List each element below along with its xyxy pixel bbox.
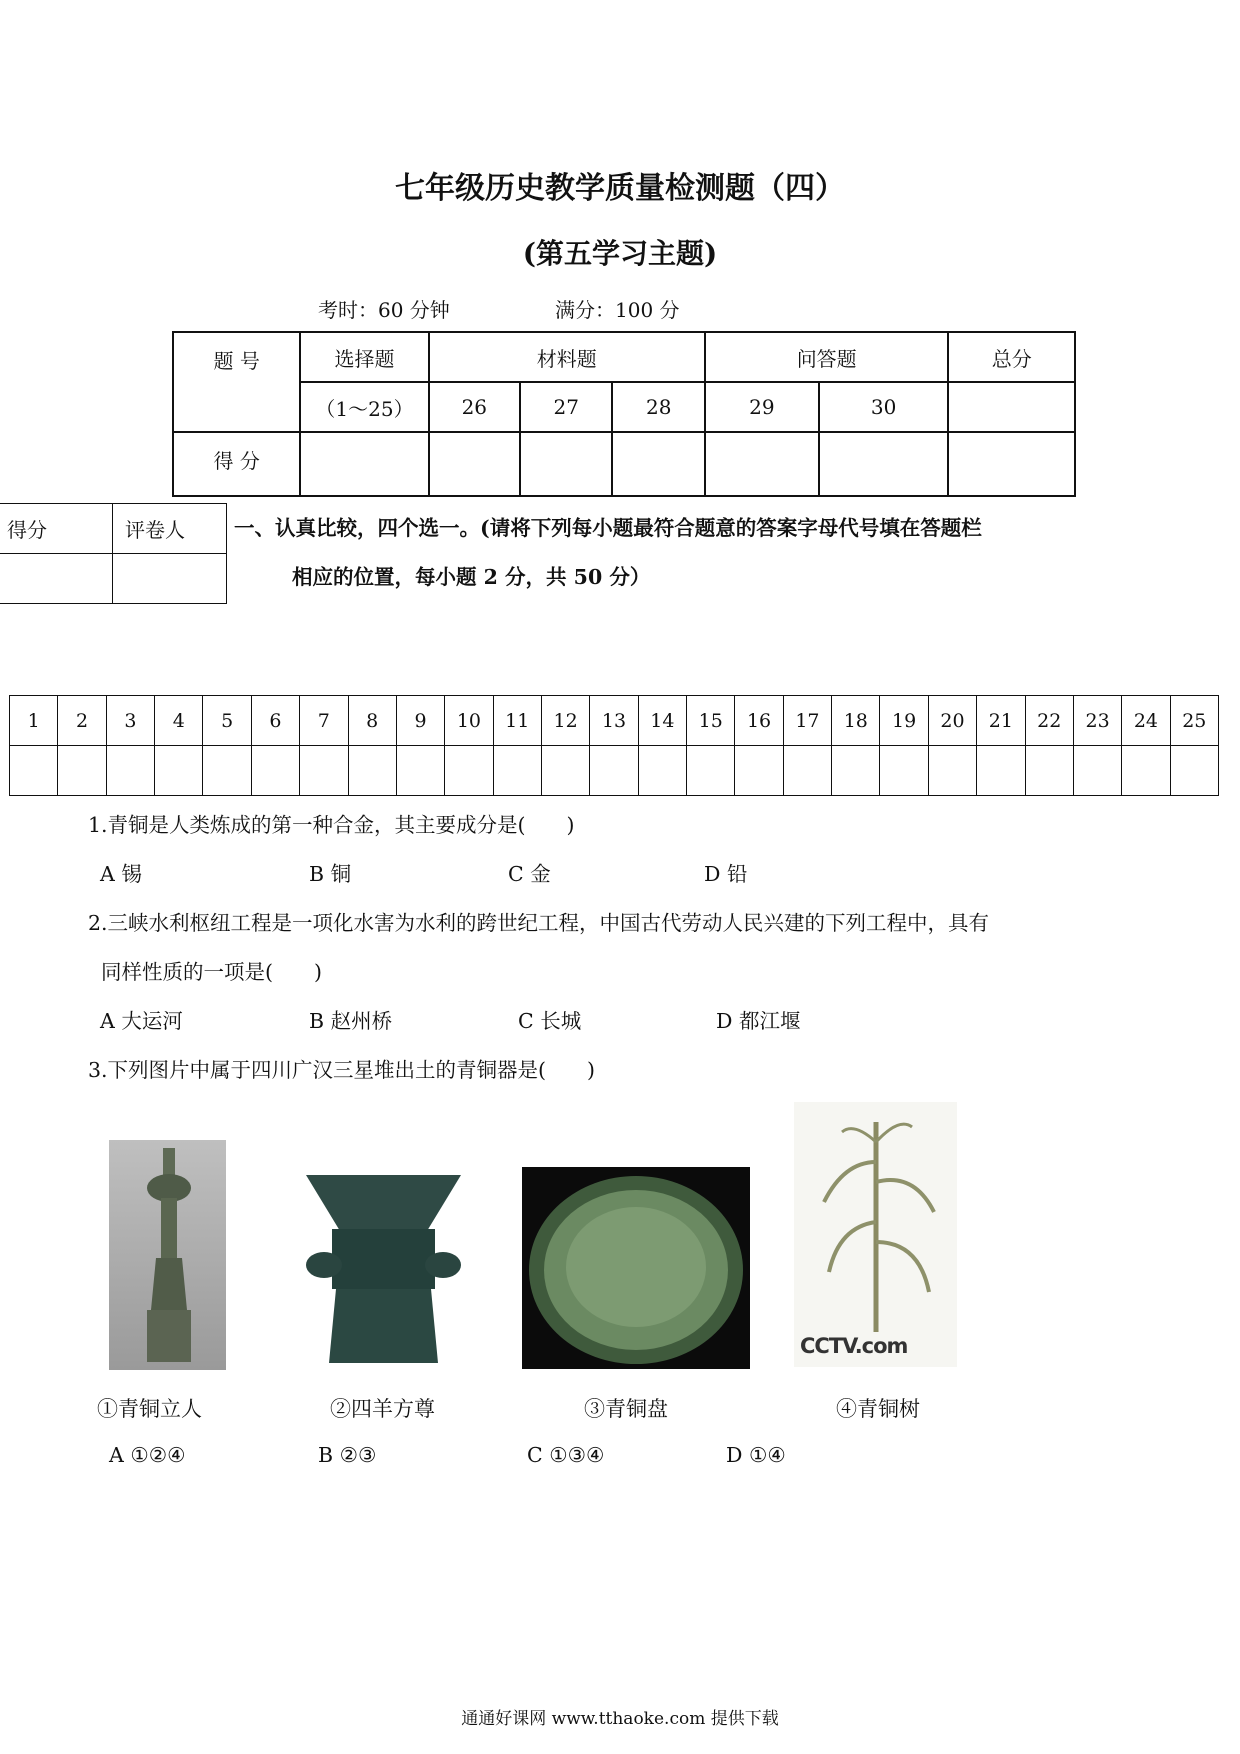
q2-option-d: D 都江堰 (716, 1009, 801, 1033)
answer-number-10: 10 (445, 696, 493, 746)
cctv-watermark: CCTV.com (800, 1334, 908, 1358)
answer-number-15: 15 (687, 696, 735, 746)
answer-number-17: 17 (783, 696, 831, 746)
bronze-tree-graphic (794, 1102, 957, 1367)
material-label: 材料题 (429, 332, 705, 382)
answer-number-25: 25 (1170, 696, 1218, 746)
answer-number-3: 3 (106, 696, 154, 746)
q3-option-a: A ①②④ (109, 1443, 186, 1467)
qnum-26: 26 (429, 382, 520, 432)
answer-number-23: 23 (1073, 696, 1121, 746)
q1-option-c: C 金 (508, 862, 551, 886)
bronze-plate-graphic (522, 1167, 750, 1369)
qnum-29: 29 (705, 382, 819, 432)
answer-number-4: 4 (155, 696, 203, 746)
q3-option-c: C ①③④ (527, 1443, 605, 1467)
answer-number-11: 11 (493, 696, 541, 746)
answer-number-14: 14 (638, 696, 686, 746)
page-title: 七年级历史教学质量检测题（四） (395, 171, 845, 206)
answer-cell-10[interactable] (445, 746, 493, 796)
grader-box (0, 503, 227, 604)
grader-score-label: 得分 (0, 504, 113, 554)
q1-option-d: D 铅 (704, 862, 748, 886)
answer-cell-17[interactable] (783, 746, 831, 796)
q1-option-a: A 锡 (100, 862, 142, 886)
answer-cell-19[interactable] (880, 746, 928, 796)
q1-stem: 1.青铜是人类炼成的第一种合金，其主要成分是( ) (88, 813, 575, 837)
score-cell-choice[interactable] (300, 432, 428, 496)
q3-stem: 3.下列图片中属于四川广汉三星堆出土的青铜器是( ) (88, 1058, 596, 1082)
score-cell-27[interactable] (520, 432, 612, 496)
answer-number-19: 19 (880, 696, 928, 746)
choice-label: 选择题 (300, 332, 428, 382)
answer-cell-25[interactable] (1170, 746, 1218, 796)
answer-cell-18[interactable] (832, 746, 880, 796)
score-cell-29[interactable] (705, 432, 819, 496)
answer-cell-2[interactable] (58, 746, 106, 796)
total-label: 总分 (948, 332, 1075, 382)
q2-option-a: A 大运河 (100, 1009, 183, 1033)
score-cell-30[interactable] (819, 432, 949, 496)
grader-name-cell[interactable] (113, 554, 227, 604)
choice-range: （1～25） (300, 382, 428, 432)
q2-option-b: B 赵州桥 (309, 1009, 393, 1033)
exam-time: 考时：60 分钟 (318, 298, 450, 322)
qnum-30: 30 (819, 382, 949, 432)
four-ram-zun-image (302, 1173, 465, 1366)
answer-cell-23[interactable] (1073, 746, 1121, 796)
qnum-28: 28 (612, 382, 704, 432)
answer-number-7: 7 (300, 696, 348, 746)
answer-number-6: 6 (251, 696, 299, 746)
answer-cell-8[interactable] (348, 746, 396, 796)
answer-number-16: 16 (735, 696, 783, 746)
answer-cell-3[interactable] (106, 746, 154, 796)
caption-2: ②四羊方尊 (330, 1397, 435, 1421)
bronze-standing-figure-graphic (109, 1140, 226, 1370)
total-cell[interactable] (948, 382, 1075, 432)
answer-grid (9, 695, 1219, 796)
q2-stem-line1: 2.三峡水利枢纽工程是一项化水害为水利的跨世纪工程，中国古代劳动人民兴建的下列工程中，具有 (88, 911, 990, 935)
answer-cell-21[interactable] (977, 746, 1025, 796)
answer-cell-16[interactable] (735, 746, 783, 796)
page-subtitle: (第五学习主题) (522, 237, 718, 270)
full-score: 满分：100 分 (555, 298, 680, 322)
four-ram-zun-graphic (302, 1173, 465, 1366)
answer-number-2: 2 (58, 696, 106, 746)
q3-option-b: B ②③ (318, 1443, 377, 1467)
answer-number-12: 12 (541, 696, 589, 746)
answer-cell-24[interactable] (1122, 746, 1170, 796)
caption-3: ③青铜盘 (584, 1397, 668, 1421)
answer-cell-4[interactable] (155, 746, 203, 796)
score-table (172, 331, 1076, 497)
answer-cell-22[interactable] (1025, 746, 1073, 796)
answer-number-1: 1 (10, 696, 58, 746)
answer-cell-9[interactable] (396, 746, 444, 796)
answer-cell-13[interactable] (590, 746, 638, 796)
q2-option-c: C 长城 (518, 1009, 582, 1033)
answer-number-9: 9 (396, 696, 444, 746)
q1-option-b: B 铜 (309, 862, 352, 886)
bronze-plate-image (522, 1167, 750, 1369)
score-row-label: 得 分 (173, 432, 300, 496)
answer-cell-15[interactable] (687, 746, 735, 796)
answer-number-21: 21 (977, 696, 1025, 746)
answer-cell-20[interactable] (928, 746, 976, 796)
answer-cell-5[interactable] (203, 746, 251, 796)
answer-cell-14[interactable] (638, 746, 686, 796)
answer-number-24: 24 (1122, 696, 1170, 746)
answer-number-20: 20 (928, 696, 976, 746)
answer-number-22: 22 (1025, 696, 1073, 746)
section1-line2: 相应的位置，每小题 2 分，共 50 分） (292, 565, 651, 589)
score-cell-total[interactable] (948, 432, 1075, 496)
bronze-standing-figure-image (109, 1140, 226, 1370)
answer-cell-7[interactable] (300, 746, 348, 796)
score-table-header: 题 号 (173, 332, 300, 432)
answer-cell-1[interactable] (10, 746, 58, 796)
footer-text: 通通好课网 www.tthaoke.com 提供下载 (461, 1709, 779, 1729)
score-cell-28[interactable] (612, 432, 704, 496)
q3-option-d: D ①④ (726, 1443, 786, 1467)
qa-label: 问答题 (705, 332, 949, 382)
answer-number-13: 13 (590, 696, 638, 746)
caption-4: ④青铜树 (836, 1397, 920, 1421)
qnum-27: 27 (520, 382, 612, 432)
answer-cell-6[interactable] (251, 746, 299, 796)
bronze-tree-image (794, 1102, 957, 1367)
q2-stem-line2: 同样性质的一项是( ) (101, 960, 322, 984)
answer-cell-11[interactable] (493, 746, 541, 796)
answer-number-8: 8 (348, 696, 396, 746)
grader-score-cell[interactable] (0, 554, 113, 604)
score-cell-26[interactable] (429, 432, 520, 496)
answer-cell-12[interactable] (541, 746, 589, 796)
grader-name-label: 评卷人 (113, 504, 227, 554)
answer-number-18: 18 (832, 696, 880, 746)
answer-number-5: 5 (203, 696, 251, 746)
caption-1: ①青铜立人 (97, 1397, 202, 1421)
section1-line1: 一、认真比较，四个选一。(请将下列每小题最符合题意的答案字母代号填在答题栏 (234, 516, 982, 540)
